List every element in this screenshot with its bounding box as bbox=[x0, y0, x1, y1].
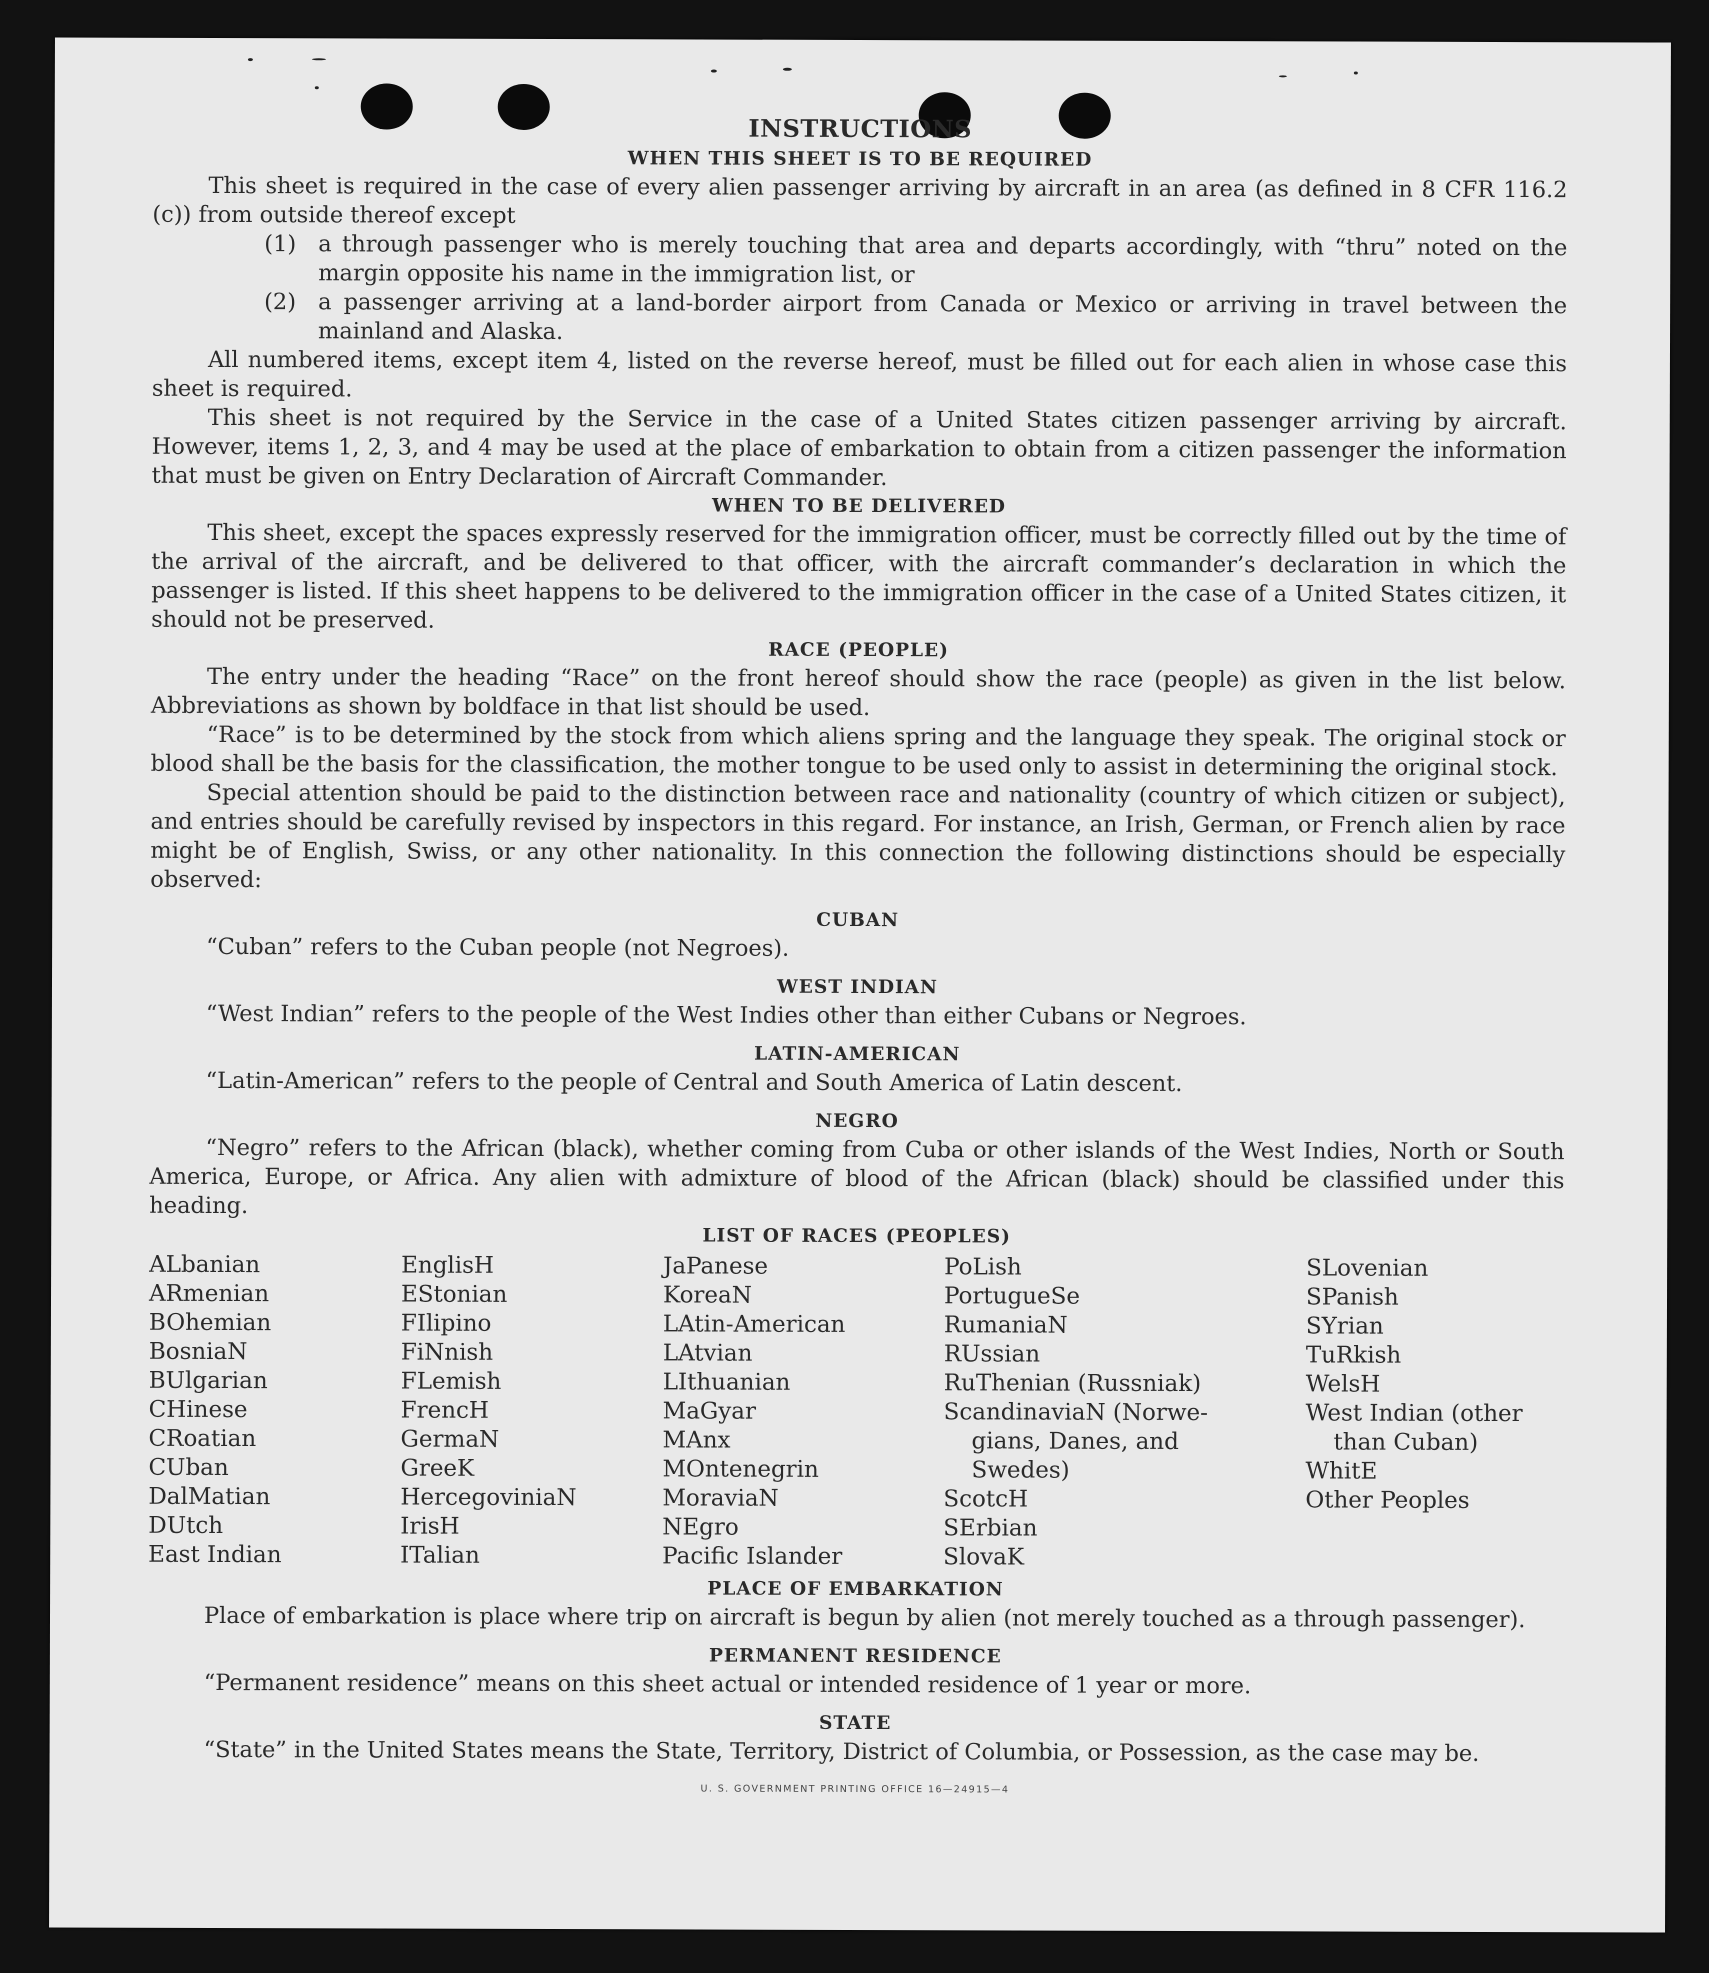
race-entry: SLovenian bbox=[1306, 1255, 1429, 1282]
race-entry: BUlgarian bbox=[148, 1367, 268, 1395]
section-heading: LIST OF RACES (PEOPLES) bbox=[702, 1225, 1011, 1248]
race-entry: LAtin-American bbox=[662, 1311, 846, 1338]
race-entry: PoLish bbox=[944, 1254, 1022, 1281]
race-entry: WelsH bbox=[1305, 1371, 1381, 1398]
race-entry: SlovaK bbox=[943, 1544, 1025, 1571]
race-entry: NEgro bbox=[662, 1514, 739, 1541]
speck bbox=[248, 58, 253, 61]
race-entry: BOhemian bbox=[148, 1309, 272, 1337]
race-entry: FiNnish bbox=[400, 1339, 494, 1366]
paragraph: The entry under the heading “Race” on the front hereof should show the race (people) as given in the list below. Abbreviations as shown by boldface in that list should be used. bbox=[150, 663, 1566, 722]
paragraph: “Race” is to be determined by the stock from which aliens spring and the language they speak. The original stock or blood shall be the basis for the classification, the mother tongue to be used only to assist in determining the original stock. bbox=[150, 721, 1566, 782]
speck bbox=[711, 70, 717, 73]
race-entry: FLemish bbox=[400, 1368, 502, 1395]
race-entry: MaGyar bbox=[662, 1398, 757, 1425]
section-heading: WHEN THIS SHEET IS TO BE REQUIRED bbox=[627, 148, 1093, 171]
item-text: a passenger arriving at a land-border airport from Canada or Mexico or arriving in travel between the mainland and Alaska. bbox=[318, 289, 1568, 346]
race-entry: HercegoviniaN bbox=[400, 1484, 577, 1512]
instructions-text bbox=[147, 110, 1567, 1806]
paragraph: “Negro” refers to the African (black), whether coming from Cuba or other islands of the West Indies, North or South America, Europe, or Africa. Any alien with admixture of blood of the African (black) should be classified under this heading. bbox=[149, 1134, 1565, 1220]
section-heading: STATE bbox=[818, 1712, 892, 1735]
race-entry: EnglisH bbox=[401, 1252, 495, 1279]
race-entry: than Cuban) bbox=[1333, 1429, 1479, 1456]
race-entry: Other Peoples bbox=[1305, 1487, 1470, 1514]
race-entry: ALbanian bbox=[149, 1251, 261, 1279]
race-entry: KoreaN bbox=[662, 1282, 752, 1309]
paragraph: “West Indian” refers to the people of the West Indies other than either Cubans or Negroes. bbox=[205, 1000, 1247, 1031]
section-heading: PLACE OF EMBARKATION bbox=[707, 1578, 1004, 1601]
race-entry: Pacific Islander bbox=[662, 1543, 843, 1570]
race-entry: TuRkish bbox=[1305, 1342, 1402, 1369]
race-entry: LIthuanian bbox=[662, 1369, 791, 1396]
page-title: INSTRUCTIONS bbox=[748, 113, 973, 144]
paragraph: Special attention should be paid to the distinction between race and nationality (country of which citizen or subject), and entries should be carefully revised by inspectors in this regard. For instance, an Irish, German, or French alien by race might be of English, Swiss, or any other nationality. In this connection the following distinctions should be especially observed: bbox=[150, 779, 1566, 894]
section-heading: RACE (PEOPLE) bbox=[768, 639, 949, 662]
list-item bbox=[264, 288, 1567, 350]
race-entry: JaPanese bbox=[663, 1253, 769, 1280]
race-entry: East Indian bbox=[148, 1541, 282, 1569]
speck bbox=[315, 86, 319, 89]
race-entry: LAtvian bbox=[662, 1340, 753, 1367]
race-entry: RUssian bbox=[943, 1341, 1041, 1368]
section-heading: PERMANENT RESIDENCE bbox=[708, 1645, 1002, 1668]
race-entry: WhitE bbox=[1305, 1458, 1378, 1485]
race-entry: gians, Danes, and bbox=[971, 1428, 1179, 1456]
section-heading: WHEN TO BE DELIVERED bbox=[711, 495, 1007, 518]
section-heading: WEST INDIAN bbox=[776, 976, 939, 999]
paragraph: Place of embarkation is place where trip on aircraft is begun by alien (not merely touched as a through passenger). bbox=[203, 1602, 1526, 1634]
race-entry: Swedes) bbox=[971, 1457, 1070, 1484]
race-entry: DalMatian bbox=[148, 1483, 271, 1511]
race-entry: IrisH bbox=[400, 1513, 460, 1540]
race-entry: EStonian bbox=[400, 1281, 508, 1308]
race-entry: FIlipino bbox=[400, 1310, 492, 1337]
race-entry: ARmenian bbox=[148, 1280, 270, 1308]
paragraph: “Permanent residence” means on this sheet actual or intended residence of 1 year or more. bbox=[203, 1669, 1252, 1700]
race-entry: MOntenegrin bbox=[662, 1456, 819, 1483]
item-text: a through passenger who is merely touching that area and departs accordingly, with “thru” noted on the margin opposite his name in the immigration list, or bbox=[318, 231, 1568, 289]
race-entry: CHinese bbox=[148, 1396, 248, 1424]
race-entry: PortugueSe bbox=[943, 1283, 1081, 1310]
item-number: (1) bbox=[264, 231, 297, 258]
paragraph: “Latin-American” refers to the people of Central and South America of Latin descent. bbox=[205, 1067, 1183, 1098]
paragraph: This sheet is not required by the Service in the case of a United States citizen passenger arriving by aircraft. However, items 1, 2, 3, and 4 may be used at the place of embarkation to obtain from a citizen passenger the information that must be given on Entry Declaration of Aircraft Commander. bbox=[151, 404, 1567, 492]
race-entry: ScotcH bbox=[943, 1486, 1029, 1513]
race-entry: West Indian (other bbox=[1305, 1400, 1523, 1428]
race-entry: GermaN bbox=[400, 1426, 500, 1453]
race-entry: CRoatian bbox=[148, 1425, 257, 1453]
race-entry: SErbian bbox=[943, 1515, 1038, 1542]
races-column bbox=[400, 1252, 663, 1572]
section-heading: NEGRO bbox=[815, 1110, 899, 1133]
race-entry: RumaniaN bbox=[943, 1312, 1068, 1339]
race-entry: DUtch bbox=[148, 1512, 224, 1540]
paragraph: “State” in the United States means the State, Territory, District of Columbia, or Possession, as the case may be. bbox=[203, 1736, 1480, 1767]
race-entry: MoraviaN bbox=[662, 1485, 779, 1512]
races-list bbox=[148, 1251, 1564, 1574]
races-column bbox=[148, 1251, 401, 1571]
speck bbox=[312, 58, 326, 60]
race-entry: BosniaN bbox=[148, 1338, 248, 1366]
paragraph: “Cuban” refers to the Cuban people (not Negroes). bbox=[206, 933, 790, 962]
paragraph: This sheet is required in the case of every alien passenger arriving by aircraft in an area (as defined in 8 CFR 116.2 (c)) from outside thereof except bbox=[152, 172, 1568, 229]
race-entry: ScandinaviaN (Norwe- bbox=[943, 1399, 1208, 1427]
race-entry: MAnx bbox=[662, 1427, 731, 1454]
item-number: (2) bbox=[264, 289, 297, 316]
race-entry: SYrian bbox=[1305, 1313, 1384, 1340]
list-item bbox=[264, 230, 1567, 292]
paragraph: This sheet, except the spaces expressly reserved for the immigration officer, must be correctly filled out by the time of the arrival of the aircraft, and be delivered to that officer, with the aircraft commander’s declaration in which the passenger is listed. If this sheet happens to be delivered to the immigration officer in the case of a United States citizen, it should not be preserved. bbox=[151, 519, 1567, 634]
races-column bbox=[943, 1253, 1306, 1573]
races-column bbox=[1305, 1254, 1556, 1574]
paragraph: All numbered items, except item 4, listed on the reverse hereof, must be filled out for each alien in whose case this sheet is required. bbox=[151, 346, 1567, 403]
race-entry: SPanish bbox=[1305, 1284, 1399, 1311]
document-page bbox=[49, 37, 1671, 1932]
speck bbox=[1279, 75, 1287, 77]
race-entry: CUban bbox=[148, 1454, 229, 1482]
section-heading: LATIN-AMERICAN bbox=[754, 1043, 961, 1066]
races-column bbox=[662, 1252, 944, 1572]
race-entry: RuThenian (Russniak) bbox=[943, 1370, 1202, 1398]
printer-imprint: U. S. GOVERNMENT PRINTING OFFICE 16—24915—4 bbox=[700, 1783, 1010, 1796]
speck bbox=[783, 68, 792, 71]
section-heading: CUBAN bbox=[816, 909, 900, 932]
race-entry: GreeK bbox=[400, 1455, 475, 1482]
race-entry: ITalian bbox=[400, 1542, 480, 1569]
speck bbox=[1354, 72, 1358, 75]
race-entry: FrencH bbox=[400, 1397, 490, 1424]
